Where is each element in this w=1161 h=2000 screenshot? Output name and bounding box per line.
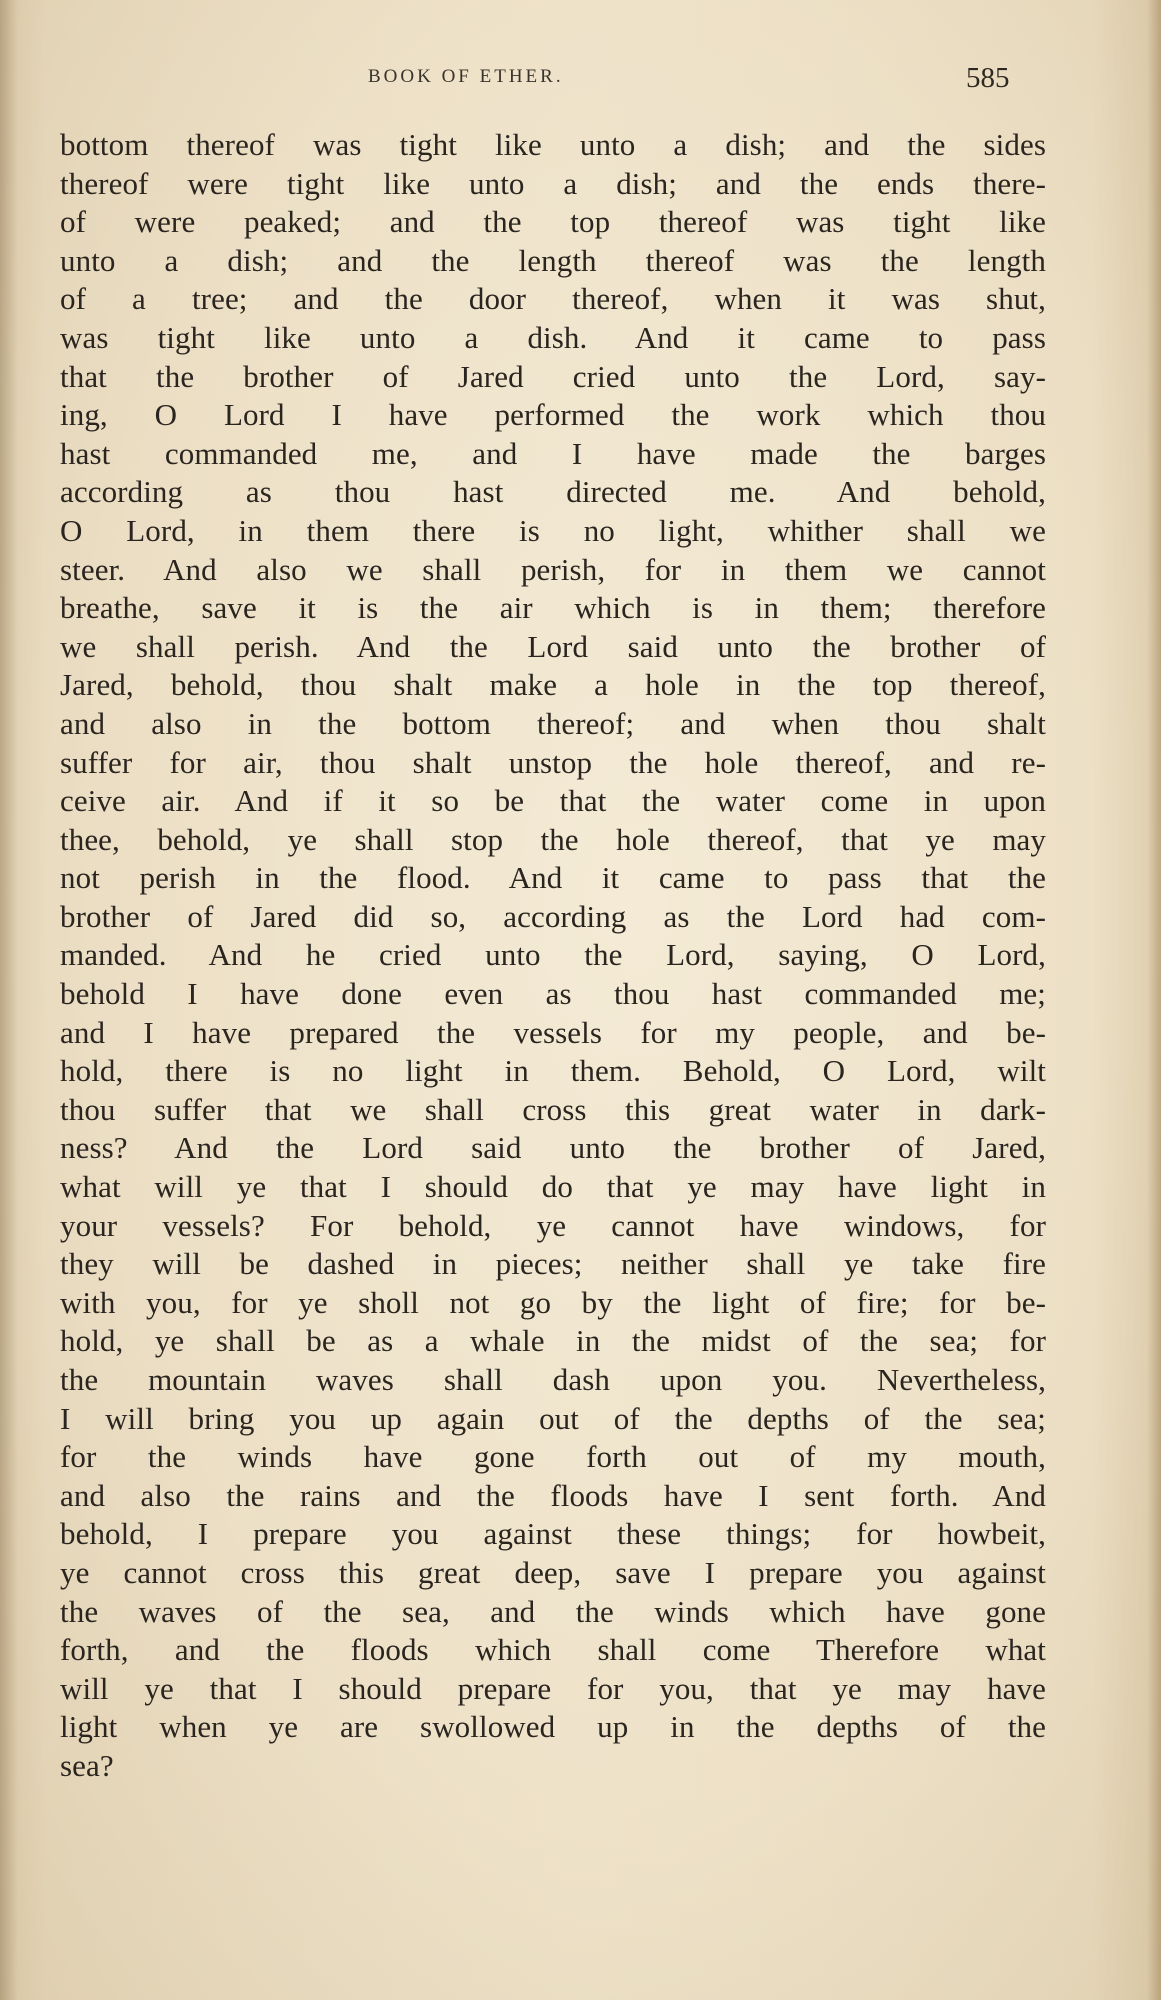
text-line: forth, and the floods which shall come Therefore what [60, 1632, 1046, 1668]
text-line: unto a dish; and the length thereof was the length [60, 242, 1046, 278]
text-line: ye cannot cross this great deep, save I prepare you against [60, 1554, 1046, 1590]
text-line: and I have prepared the vessels for my people, and be- [60, 1014, 1046, 1050]
text-line: brother of Jared did so, according as the Lord had com- [60, 898, 1046, 934]
text-line: behold I have done even as thou hast commanded me; [60, 976, 1046, 1012]
text-line: what will ye that I should do that ye may have light in [60, 1169, 1046, 1205]
text-line: thou suffer that we shall cross this great water in dark- [60, 1091, 1046, 1127]
text-line: ing, O Lord I have performed the work which thou [60, 397, 1046, 433]
text-line: for the winds have gone forth out of my mouth, [60, 1439, 1046, 1475]
text-line: light when ye are swollowed up in the depths of the [60, 1709, 1046, 1745]
text-line: behold, I prepare you against these things; for howbeit, [60, 1516, 1046, 1552]
text-line: will ye that I should prepare for you, that ye may have [60, 1670, 1046, 1706]
page-edge [1147, 0, 1161, 2000]
text-line: we shall perish. And the Lord said unto the brother of [60, 628, 1046, 664]
gutter-shadow [0, 0, 18, 2000]
text-line: of a tree; and the door thereof, when it was shut, [60, 281, 1046, 317]
text-line: sea? [60, 1747, 114, 1783]
text-line: hold, ye shall be as a whale in the midst of the sea; for [60, 1323, 1046, 1359]
text-line: ceive air. And if it so be that the water come in upon [60, 783, 1046, 819]
text-line: that the brother of Jared cried unto the Lord, say- [60, 358, 1046, 394]
text-line: they will be dashed in pieces; neither shall ye take fire [60, 1246, 1046, 1282]
text-line: O Lord, in them there is no light, whither shall we [60, 512, 1046, 548]
text-line: ness? And the Lord said unto the brother of Jared, [60, 1130, 1046, 1166]
text-line: suffer for air, thou shalt unstop the hole thereof, and re- [60, 744, 1046, 780]
page-number: 585 [966, 62, 1010, 94]
text-line: the mountain waves shall dash upon you. Nevertheless, [60, 1362, 1046, 1397]
text-line: hold, there is no light in them. Behold, O Lord, wilt [60, 1053, 1046, 1089]
text-line: manded. And he cried unto the Lord, saying, O Lord, [60, 937, 1046, 973]
text-line: and also in the bottom thereof; and when thou shalt [60, 705, 1046, 741]
body-text [60, 126, 1046, 1786]
text-line: hast commanded me, and I have made the barges [60, 435, 1046, 471]
text-line: with you, for ye sholl not go by the light of fire; for be- [60, 1284, 1046, 1320]
text-line: not perish in the flood. And it came to pass that the [60, 860, 1046, 896]
text-line: your vessels? For behold, ye cannot have windows, for [60, 1207, 1046, 1243]
text-line: of were peaked; and the top thereof was tight like [60, 204, 1046, 240]
text-line: thee, behold, ye shall stop the hole thereof, that ye may [60, 821, 1046, 857]
text-line: the waves of the sea, and the winds which have gone [60, 1593, 1046, 1629]
running-header [0, 62, 1161, 92]
text-line: and also the rains and the floods have I sent forth. And [60, 1477, 1046, 1513]
running-head-title: BOOK OF ETHER. [368, 66, 564, 87]
text-line: thereof were tight like unto a dish; and the ends there- [60, 165, 1046, 201]
text-line: breathe, save it is the air which is in them; therefore [60, 590, 1046, 626]
text-line: steer. And also we shall perish, for in them we cannot [60, 551, 1046, 587]
text-line: according as thou hast directed me. And behold, [60, 474, 1046, 510]
text-line: Jared, behold, thou shalt make a hole in the top thereof, [60, 667, 1046, 703]
text-line: bottom thereof was tight like unto a dish; and the sides [60, 127, 1046, 162]
text-line: I will bring you up again out of the depths of the sea; [60, 1400, 1046, 1436]
text-line: was tight like unto a dish. And it came to pass [60, 319, 1046, 355]
